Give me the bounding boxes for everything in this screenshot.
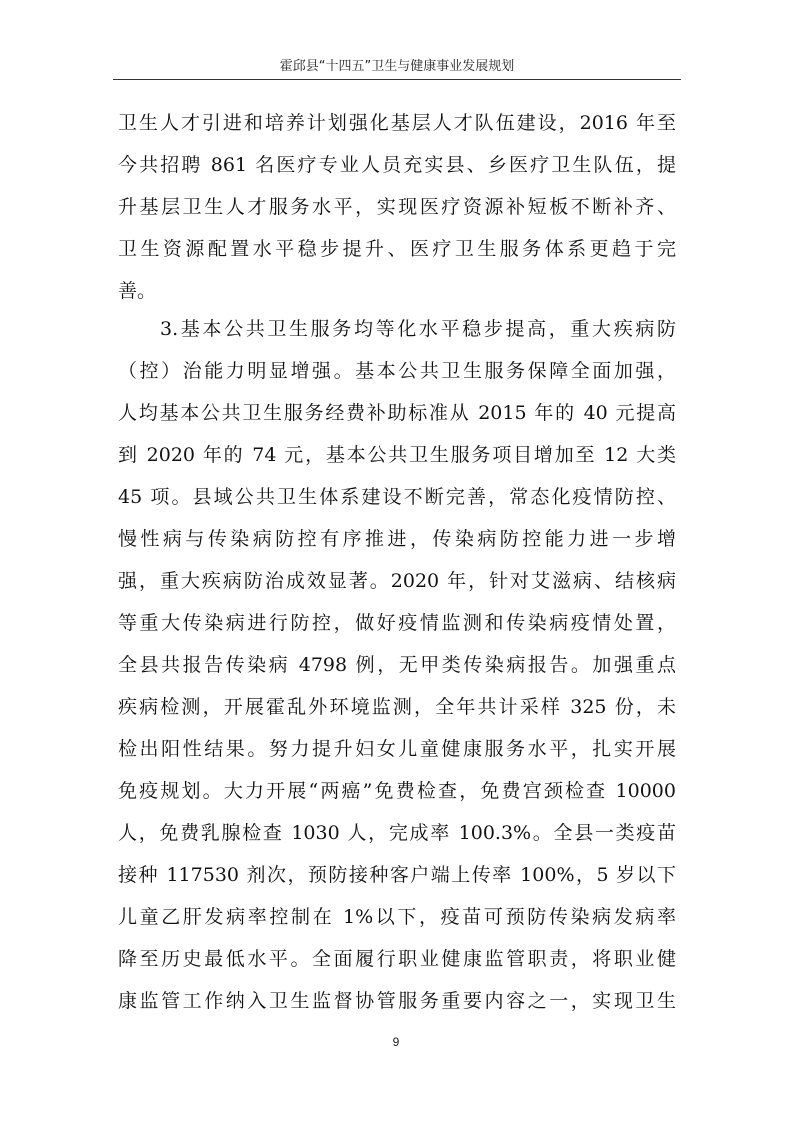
text-line: 疾病检测，开展霍乱外环境监测，全年共计采样 325 份，未 — [118, 696, 676, 718]
text-line: 今共招聘 861 名医疗专业人员充实县、乡医疗卫生队伍，提 — [118, 154, 676, 176]
text-line: 慢性病与传染病防控有序推进，传染病防控能力进一步增 — [118, 528, 676, 550]
text-line: 人均基本公共卫生服务经费补助标准从 2015 年的 40 元提高 — [118, 402, 676, 424]
text-line: 卫生人才引进和培养计划强化基层人才队伍建设，2016 年至 — [118, 112, 676, 134]
page-number: 9 — [392, 1035, 400, 1049]
text-line: 善。 — [118, 280, 157, 302]
text-line: 3.基本公共卫生服务均等化水平稳步提高，重大疾病防 — [160, 318, 676, 340]
text-line: 卫生资源配置水平稳步提升、医疗卫生服务体系更趋于完 — [118, 238, 676, 260]
text-line: 人，免费乳腺检查 1030 人，完成率 100.3%。全县一类疫苗 — [118, 822, 676, 844]
text-line: 升基层卫生人才服务水平，实现医疗资源补短板不断补齐、 — [118, 196, 676, 218]
text-line: 检出阳性结果。努力提升妇女儿童健康服务水平，扎实开展 — [118, 738, 676, 760]
text-line: 接种 117530 剂次，预防接种客户端上传率 100%，5 岁以下 — [118, 864, 676, 886]
text-line: 强，重大疾病防治成效显著。2020 年，针对艾滋病、结核病 — [118, 570, 676, 592]
text-line: 45 项。县域公共卫生体系建设不断完善，常态化疫情防控、 — [118, 486, 676, 508]
text-line: 降至历史最低水平。全面履行职业健康监管职责，将职业健 — [118, 948, 676, 970]
header-rule — [113, 79, 681, 80]
text-line: 儿童乙肝发病率控制在 1%以下，疫苗可预防传染病发病率 — [118, 906, 676, 928]
text-line: 全县共报告传染病 4798 例，无甲类传染病报告。加强重点 — [118, 654, 676, 676]
text-line: 康监管工作纳入卫生监督协管服务重要内容之一，实现卫生 — [118, 990, 676, 1012]
text-line: 到 2020 年的 74 元，基本公共卫生服务项目增加至 12 大类 — [118, 444, 676, 466]
text-line: 免疫规划。大力开展“两癌”免费检查，免费宫颈检查 10000 — [118, 780, 676, 802]
text-line: （控）治能力明显增强。基本公共卫生服务保障全面加强， — [118, 360, 676, 382]
running-header: 霍邱县“十四五”卫生与健康事业发展规划 — [279, 59, 515, 74]
text-line: 等重大传染病进行防控，做好疫情监测和传染病疫情处置， — [118, 612, 676, 634]
